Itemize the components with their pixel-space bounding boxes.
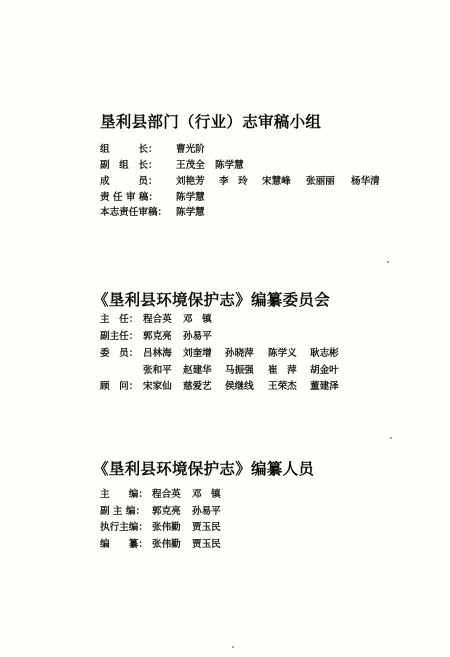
person-name: 陈学义 [268, 348, 297, 359]
section-title: 《垦利县环境保护志》编纂委员会 [93, 291, 331, 309]
person-name: 贾玉民 [192, 522, 221, 533]
member-row [100, 144, 205, 156]
member-row [100, 539, 221, 551]
role-label: 责 任 审 稿： [100, 192, 158, 203]
role-label: 组 长： [100, 144, 158, 155]
person-name: 孙晓萍 [225, 348, 254, 359]
role-label: 顾 问： [100, 381, 139, 392]
member-row [100, 314, 212, 326]
person-name: 邓 镇 [192, 489, 221, 500]
person-name: 耿志彬 [310, 348, 339, 359]
role-label: 副主任： [100, 331, 139, 342]
member-row [100, 331, 212, 343]
name-list [176, 144, 205, 156]
person-name: 郭克亮 [143, 331, 172, 342]
person-name: 崔 萍 [268, 365, 297, 376]
scan-speck [390, 437, 392, 439]
role-label: 编 纂： [100, 539, 148, 550]
role-label: 主 编： [100, 489, 148, 500]
person-name: 胡金叶 [310, 365, 339, 376]
person-name: 曹光阶 [176, 144, 205, 155]
section-title: 垦利县部门（行业）志审稿小组 [100, 113, 322, 131]
person-name: 张和平 [143, 365, 172, 376]
name-list [152, 489, 221, 501]
name-list [143, 314, 212, 326]
member-row [100, 192, 205, 204]
person-name: 刘奎增 [183, 348, 212, 359]
person-name: 孙易平 [183, 331, 212, 342]
member-row [100, 348, 339, 360]
person-name: 宋慧峰 [262, 176, 291, 187]
person-name: 陈学慧 [215, 160, 244, 171]
member-row [100, 489, 221, 501]
name-list [152, 522, 221, 534]
role-label: 委 员： [100, 348, 139, 359]
role-label: 主 任： [100, 314, 139, 325]
section-title: 《垦利县环境保护志》编纂人员 [93, 460, 315, 478]
member-row [100, 176, 380, 188]
person-name: 程合英 [152, 489, 181, 500]
name-list [176, 207, 205, 219]
name-list [143, 348, 339, 360]
role-label: 副 组 长： [100, 160, 158, 171]
role-label: 本志责任审稿： [100, 207, 168, 218]
person-name: 杨华清 [351, 176, 380, 187]
member-row [100, 160, 244, 172]
person-name: 程合英 [143, 314, 172, 325]
person-name: 李 玲 [219, 176, 248, 187]
name-list [176, 176, 380, 188]
name-list [143, 365, 339, 377]
name-list [143, 331, 212, 343]
role-label: 执行主编： [100, 522, 148, 533]
person-name: 侯继线 [225, 381, 254, 392]
person-name: 慈爱艺 [183, 381, 212, 392]
name-list [152, 539, 221, 551]
name-list [143, 381, 339, 393]
person-name: 陈学慧 [176, 192, 205, 203]
role-label: 成 员： [100, 176, 158, 187]
person-name: 赵建华 [183, 365, 212, 376]
person-name: 郭克亮 [152, 506, 181, 517]
person-name: 刘艳芳 [176, 176, 205, 187]
person-name: 张丽丽 [306, 176, 335, 187]
person-name: 张伟勤 [152, 522, 181, 533]
member-row [100, 365, 339, 377]
member-row [100, 207, 205, 219]
person-name: 孙易平 [192, 506, 221, 517]
role-label: 副 主 编： [100, 506, 146, 517]
person-name: 宋家仙 [143, 381, 172, 392]
name-list [176, 160, 244, 172]
person-name: 贾玉民 [192, 539, 221, 550]
person-name: 张伟勤 [152, 539, 181, 550]
member-row [100, 506, 221, 518]
scan-speck [387, 261, 389, 263]
name-list [152, 506, 221, 518]
member-row [100, 522, 221, 534]
scan-speck [232, 646, 234, 648]
person-name: 邓 镇 [183, 314, 212, 325]
person-name: 王茂全 [176, 160, 205, 171]
member-row [100, 381, 339, 393]
person-name: 董建泽 [310, 381, 339, 392]
person-name: 陈学慧 [176, 207, 205, 218]
name-list [176, 192, 205, 204]
person-name: 马振强 [225, 365, 254, 376]
person-name: 王荣杰 [268, 381, 297, 392]
person-name: 吕林海 [143, 348, 172, 359]
